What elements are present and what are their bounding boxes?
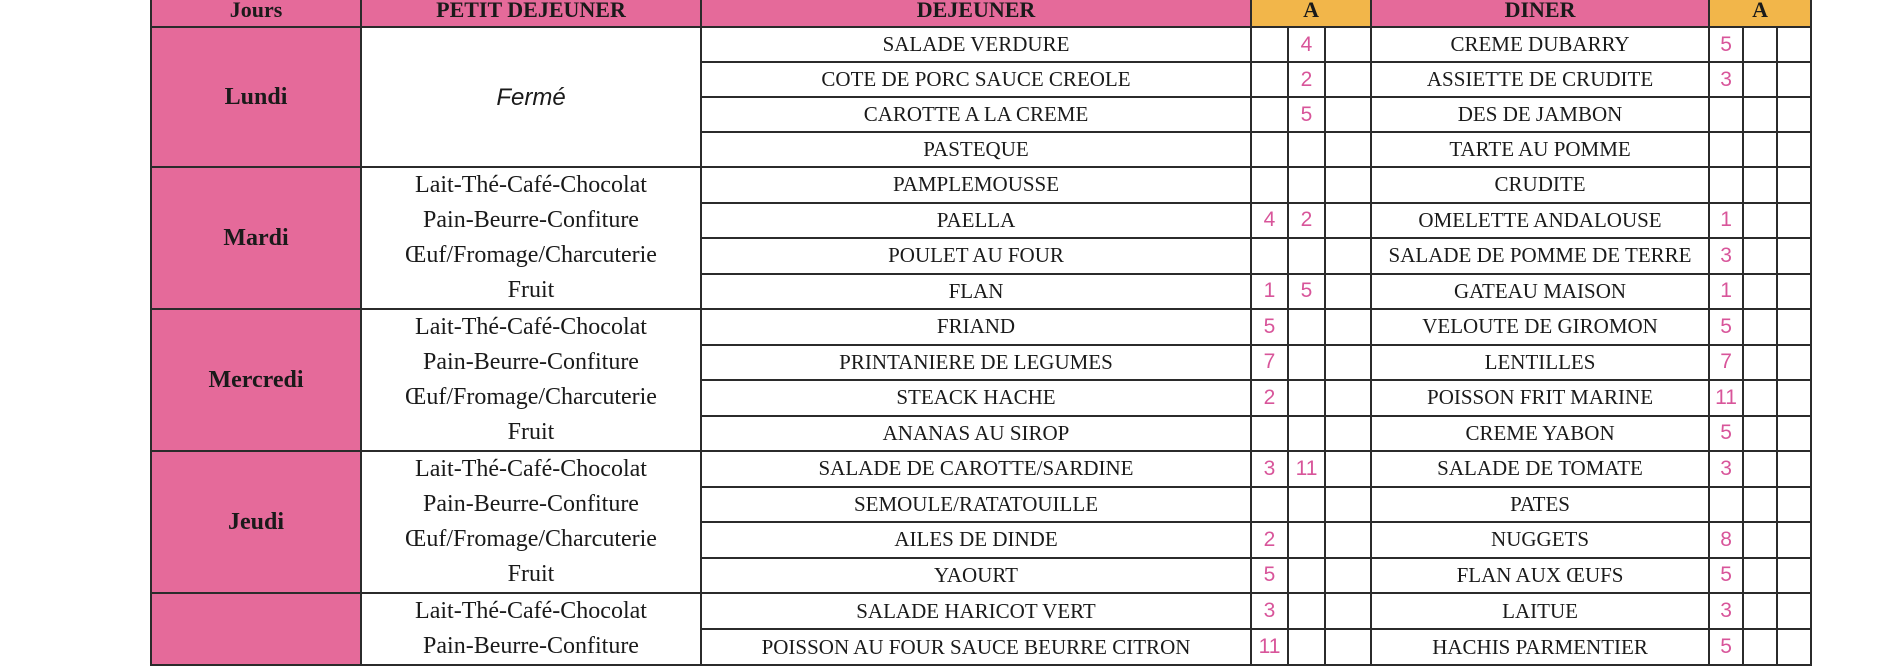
lunch-allergen-cell bbox=[1325, 416, 1371, 452]
dinner-allergen-cell bbox=[1743, 593, 1777, 629]
lunch-dish: PAMPLEMOUSSE bbox=[701, 167, 1251, 203]
dinner-allergen-cell bbox=[1743, 345, 1777, 381]
dinner-allergen-cell bbox=[1777, 309, 1811, 345]
lunch-allergen-cell: 5 bbox=[1251, 558, 1288, 594]
lunch-allergen-cell bbox=[1325, 238, 1371, 274]
lunch-dish: STEACK HACHE bbox=[701, 380, 1251, 416]
lunch-allergen-cell: 4 bbox=[1288, 27, 1325, 62]
dinner-allergen-cell bbox=[1709, 167, 1743, 203]
lunch-allergen-cell bbox=[1288, 629, 1325, 665]
dinner-dish: LAITUE bbox=[1371, 593, 1709, 629]
breakfast-line: Œuf/Fromage/Charcuterie bbox=[405, 526, 657, 552]
dinner-allergen-cell bbox=[1743, 203, 1777, 239]
dinner-allergen-cell bbox=[1777, 132, 1811, 167]
menu-row bbox=[151, 593, 1811, 629]
dinner-allergen-cell bbox=[1777, 167, 1811, 203]
lunch-allergen-cell bbox=[1325, 380, 1371, 416]
lunch-allergen-cell bbox=[1325, 27, 1371, 62]
header-allergens-dinner: A bbox=[1709, 0, 1811, 27]
dinner-allergen-cell bbox=[1709, 487, 1743, 523]
dinner-allergen-cell bbox=[1777, 593, 1811, 629]
dinner-allergen-cell bbox=[1743, 416, 1777, 452]
dinner-allergen-cell bbox=[1743, 558, 1777, 594]
breakfast-line: Pain-Beurre-Confiture bbox=[423, 491, 639, 517]
dinner-allergen-cell bbox=[1777, 558, 1811, 594]
lunch-allergen-cell: 5 bbox=[1251, 309, 1288, 345]
lunch-dish: PAELLA bbox=[701, 203, 1251, 239]
menu-row bbox=[151, 167, 1811, 203]
lunch-allergen-cell bbox=[1325, 522, 1371, 558]
breakfast-cell bbox=[361, 451, 701, 593]
dinner-dish: SALADE DE POMME DE TERRE bbox=[1371, 238, 1709, 274]
lunch-dish: FLAN bbox=[701, 274, 1251, 310]
dinner-allergen-cell: 8 bbox=[1709, 522, 1743, 558]
breakfast-line: Œuf/Fromage/Charcuterie bbox=[405, 384, 657, 410]
dinner-allergen-cell bbox=[1777, 416, 1811, 452]
dinner-dish: CREME DUBARRY bbox=[1371, 27, 1709, 62]
dinner-allergen-cell bbox=[1743, 380, 1777, 416]
menu-body bbox=[151, 27, 1811, 665]
day-label: Lundi bbox=[151, 27, 361, 167]
day-label: Mardi bbox=[151, 167, 361, 309]
dinner-allergen-cell: 5 bbox=[1709, 27, 1743, 62]
lunch-dish: SALADE VERDURE bbox=[701, 27, 1251, 62]
lunch-allergen-cell: 7 bbox=[1251, 345, 1288, 381]
lunch-allergen-cell bbox=[1288, 132, 1325, 167]
dinner-allergen-cell bbox=[1743, 487, 1777, 523]
lunch-allergen-cell: 5 bbox=[1288, 97, 1325, 132]
lunch-allergen-cell: 4 bbox=[1251, 203, 1288, 239]
dinner-allergen-cell bbox=[1777, 345, 1811, 381]
lunch-allergen-cell: 11 bbox=[1251, 629, 1288, 665]
breakfast-line: Œuf/Fromage/Charcuterie bbox=[405, 242, 657, 268]
lunch-allergen-cell bbox=[1325, 629, 1371, 665]
header-diner: DINER bbox=[1371, 0, 1709, 27]
breakfast-cell bbox=[361, 167, 701, 309]
lunch-allergen-cell bbox=[1251, 97, 1288, 132]
weekly-menu-table bbox=[150, 0, 1812, 666]
dinner-allergen-cell bbox=[1777, 629, 1811, 665]
breakfast-line: Pain-Beurre-Confiture bbox=[423, 633, 639, 659]
dinner-dish: CRUDITE bbox=[1371, 167, 1709, 203]
lunch-allergen-cell: 1 bbox=[1251, 274, 1288, 310]
dinner-allergen-cell: 1 bbox=[1709, 274, 1743, 310]
breakfast-cell bbox=[361, 27, 701, 167]
lunch-dish: CAROTTE A LA CREME bbox=[701, 97, 1251, 132]
dinner-allergen-cell: 7 bbox=[1709, 345, 1743, 381]
lunch-allergen-cell: 3 bbox=[1251, 451, 1288, 487]
dinner-allergen-cell: 3 bbox=[1709, 238, 1743, 274]
lunch-allergen-cell bbox=[1288, 238, 1325, 274]
dinner-allergen-cell bbox=[1777, 274, 1811, 310]
dinner-allergen-cell: 11 bbox=[1709, 380, 1743, 416]
dinner-allergen-cell bbox=[1743, 27, 1777, 62]
lunch-dish: COTE DE PORC SAUCE CREOLE bbox=[701, 62, 1251, 97]
dinner-allergen-cell: 3 bbox=[1709, 593, 1743, 629]
dinner-dish: ASSIETTE DE CRUDITE bbox=[1371, 62, 1709, 97]
lunch-allergen-cell bbox=[1325, 167, 1371, 203]
dinner-allergen-cell bbox=[1743, 167, 1777, 203]
dinner-dish: VELOUTE DE GIROMON bbox=[1371, 309, 1709, 345]
header-petit-dejeuner: PETIT DEJEUNER bbox=[361, 0, 701, 27]
dinner-allergen-cell bbox=[1777, 203, 1811, 239]
breakfast-line: Fruit bbox=[507, 561, 555, 587]
day-label: Mercredi bbox=[151, 309, 361, 451]
lunch-dish: ANANAS AU SIROP bbox=[701, 416, 1251, 452]
dinner-allergen-cell bbox=[1743, 522, 1777, 558]
dinner-allergen-cell: 5 bbox=[1709, 309, 1743, 345]
lunch-allergen-cell: 11 bbox=[1288, 451, 1325, 487]
dinner-dish: CREME YABON bbox=[1371, 416, 1709, 452]
breakfast-line: Fruit bbox=[507, 277, 555, 303]
breakfast-line: Lait-Thé-Café-Chocolat bbox=[415, 172, 647, 198]
lunch-dish: SALADE HARICOT VERT bbox=[701, 593, 1251, 629]
header-allergens-lunch: A bbox=[1251, 0, 1371, 27]
lunch-allergen-cell bbox=[1288, 380, 1325, 416]
lunch-allergen-cell: 2 bbox=[1288, 203, 1325, 239]
dinner-allergen-cell bbox=[1743, 238, 1777, 274]
dinner-allergen-cell: 3 bbox=[1709, 62, 1743, 97]
breakfast-cell bbox=[361, 593, 701, 665]
lunch-allergen-cell bbox=[1288, 345, 1325, 381]
lunch-dish: AILES DE DINDE bbox=[701, 522, 1251, 558]
dinner-allergen-cell: 5 bbox=[1709, 629, 1743, 665]
lunch-allergen-cell bbox=[1325, 593, 1371, 629]
dinner-allergen-cell bbox=[1777, 380, 1811, 416]
menu-row bbox=[151, 309, 1811, 345]
day-label bbox=[151, 593, 361, 665]
lunch-dish: FRIAND bbox=[701, 309, 1251, 345]
dinner-allergen-cell: 5 bbox=[1709, 558, 1743, 594]
breakfast-line: Fermé bbox=[496, 83, 566, 111]
lunch-allergen-cell bbox=[1325, 309, 1371, 345]
dinner-allergen-cell bbox=[1743, 132, 1777, 167]
lunch-allergen-cell bbox=[1251, 62, 1288, 97]
lunch-allergen-cell bbox=[1325, 203, 1371, 239]
dinner-allergen-cell bbox=[1743, 309, 1777, 345]
lunch-allergen-cell bbox=[1325, 274, 1371, 310]
menu-row bbox=[151, 451, 1811, 487]
breakfast-cell bbox=[361, 309, 701, 451]
lunch-dish: SALADE DE CAROTTE/SARDINE bbox=[701, 451, 1251, 487]
lunch-allergen-cell bbox=[1251, 238, 1288, 274]
breakfast-line: Lait-Thé-Café-Chocolat bbox=[415, 456, 647, 482]
lunch-allergen-cell bbox=[1325, 62, 1371, 97]
dinner-dish: NUGGETS bbox=[1371, 522, 1709, 558]
lunch-allergen-cell bbox=[1325, 558, 1371, 594]
dinner-allergen-cell bbox=[1743, 97, 1777, 132]
lunch-allergen-cell bbox=[1288, 309, 1325, 345]
lunch-dish: POISSON AU FOUR SAUCE BEURRE CITRON bbox=[701, 629, 1251, 665]
dinner-dish: GATEAU MAISON bbox=[1371, 274, 1709, 310]
breakfast-line: Lait-Thé-Café-Chocolat bbox=[415, 314, 647, 340]
dinner-allergen-cell bbox=[1777, 97, 1811, 132]
header-dejeuner: DEJEUNER bbox=[701, 0, 1251, 27]
dinner-dish: OMELETTE ANDALOUSE bbox=[1371, 203, 1709, 239]
lunch-dish: PASTEQUE bbox=[701, 132, 1251, 167]
lunch-allergen-cell bbox=[1288, 416, 1325, 452]
lunch-allergen-cell bbox=[1251, 27, 1288, 62]
dinner-allergen-cell bbox=[1777, 27, 1811, 62]
dinner-dish: HACHIS PARMENTIER bbox=[1371, 629, 1709, 665]
lunch-allergen-cell bbox=[1288, 522, 1325, 558]
header-row bbox=[151, 0, 1811, 27]
lunch-allergen-cell bbox=[1325, 487, 1371, 523]
dinner-allergen-cell bbox=[1777, 487, 1811, 523]
dinner-dish: DES DE JAMBON bbox=[1371, 97, 1709, 132]
lunch-allergen-cell bbox=[1251, 416, 1288, 452]
dinner-allergen-cell bbox=[1743, 62, 1777, 97]
lunch-dish: PRINTANIERE DE LEGUMES bbox=[701, 345, 1251, 381]
dinner-allergen-cell: 3 bbox=[1709, 451, 1743, 487]
lunch-allergen-cell bbox=[1288, 167, 1325, 203]
lunch-allergen-cell bbox=[1325, 132, 1371, 167]
dinner-allergen-cell bbox=[1743, 451, 1777, 487]
lunch-allergen-cell bbox=[1288, 558, 1325, 594]
lunch-allergen-cell bbox=[1251, 132, 1288, 167]
menu-row bbox=[151, 27, 1811, 62]
dinner-allergen-cell bbox=[1709, 132, 1743, 167]
lunch-allergen-cell bbox=[1325, 451, 1371, 487]
lunch-allergen-cell: 2 bbox=[1288, 62, 1325, 97]
dinner-allergen-cell bbox=[1777, 522, 1811, 558]
dinner-dish: PATES bbox=[1371, 487, 1709, 523]
header-jours: Jours bbox=[151, 0, 361, 27]
breakfast-line: Fruit bbox=[507, 419, 555, 445]
lunch-allergen-cell: 5 bbox=[1288, 274, 1325, 310]
lunch-dish: SEMOULE/RATATOUILLE bbox=[701, 487, 1251, 523]
menu-sheet bbox=[150, 0, 1810, 666]
dinner-allergen-cell: 1 bbox=[1709, 203, 1743, 239]
dinner-allergen-cell bbox=[1743, 629, 1777, 665]
breakfast-line: Lait-Thé-Café-Chocolat bbox=[415, 598, 647, 624]
dinner-allergen-cell bbox=[1777, 451, 1811, 487]
lunch-allergen-cell bbox=[1325, 345, 1371, 381]
day-label: Jeudi bbox=[151, 451, 361, 593]
lunch-allergen-cell bbox=[1251, 487, 1288, 523]
lunch-allergen-cell bbox=[1325, 97, 1371, 132]
dinner-allergen-cell: 5 bbox=[1709, 416, 1743, 452]
lunch-allergen-cell: 2 bbox=[1251, 522, 1288, 558]
dinner-dish: LENTILLES bbox=[1371, 345, 1709, 381]
dinner-allergen-cell bbox=[1709, 97, 1743, 132]
lunch-allergen-cell: 2 bbox=[1251, 380, 1288, 416]
lunch-dish: POULET AU FOUR bbox=[701, 238, 1251, 274]
breakfast-line: Pain-Beurre-Confiture bbox=[423, 207, 639, 233]
lunch-dish: YAOURT bbox=[701, 558, 1251, 594]
lunch-allergen-cell bbox=[1288, 593, 1325, 629]
dinner-dish: SALADE DE TOMATE bbox=[1371, 451, 1709, 487]
dinner-allergen-cell bbox=[1743, 274, 1777, 310]
dinner-allergen-cell bbox=[1777, 238, 1811, 274]
dinner-dish: TARTE AU POMME bbox=[1371, 132, 1709, 167]
dinner-allergen-cell bbox=[1777, 62, 1811, 97]
dinner-dish: FLAN AUX ŒUFS bbox=[1371, 558, 1709, 594]
lunch-allergen-cell: 3 bbox=[1251, 593, 1288, 629]
breakfast-line: Pain-Beurre-Confiture bbox=[423, 349, 639, 375]
lunch-allergen-cell bbox=[1288, 487, 1325, 523]
lunch-allergen-cell bbox=[1251, 167, 1288, 203]
dinner-dish: POISSON FRIT MARINE bbox=[1371, 380, 1709, 416]
